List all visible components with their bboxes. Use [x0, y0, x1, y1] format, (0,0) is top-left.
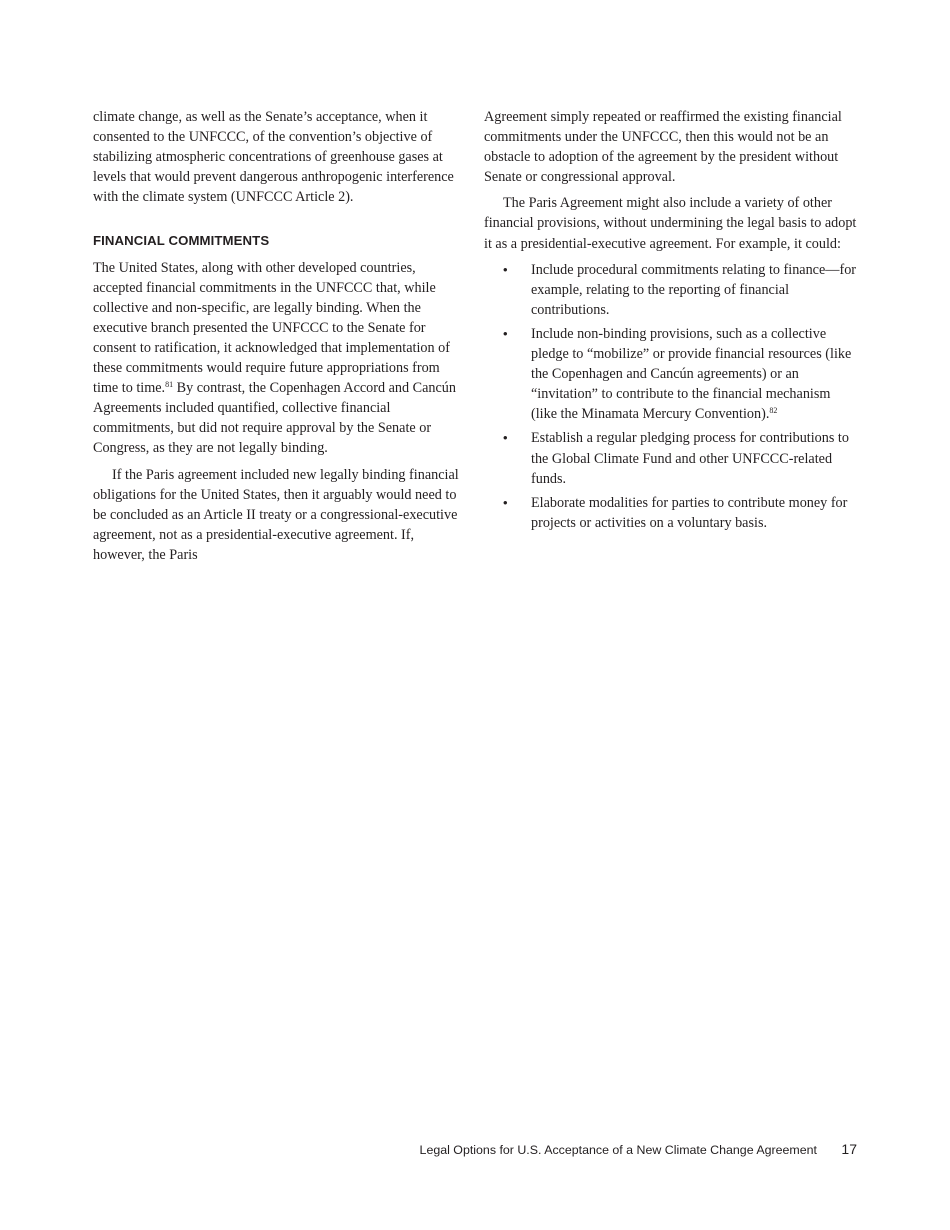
- body-paragraph: [93, 258, 466, 459]
- left-column: [93, 107, 466, 571]
- body-paragraph: If the Paris agreement included new legally binding financial obligations for the United States, then it arguably would need to be concluded as an Article II treaty or a congressional-executive agreement, not as a presidential-executive agreement. If, however, the Paris: [93, 466, 459, 563]
- list-item: [484, 493, 859, 533]
- bullet-list: [484, 260, 859, 533]
- list-item: [484, 428, 859, 488]
- footer-title: Legal Options for U.S. Acceptance of a New Climate Change Agreement: [419, 1143, 817, 1157]
- list-item: [484, 260, 859, 320]
- list-item-text: Include procedural commitments relating to finance—for example, relating to the reporting of financial contributions.: [531, 261, 857, 318]
- list-item: [484, 324, 859, 424]
- body-paragraph: The Paris Agreement might also include a variety of other financial provisions, without undermining the legal basis to adopt it as a presidential-executive agreement. For example, it could:: [484, 195, 857, 252]
- section-heading: FINANCIAL COMMITMENTS: [93, 233, 270, 249]
- footnote-marker: 82: [769, 406, 778, 416]
- bullet-icon: •: [503, 261, 508, 277]
- page-footer: [420, 1141, 857, 1159]
- paragraph-text: The United States, along with other developed countries, accepted financial commitments in the UNFCCC that, while collective and non-specific, are legally binding. When the executive branch presented the UNFCCC to the Senate for consent to ratification, it acknowledged that implementation of these commitments would require future appropriations from time to time.: [93, 259, 450, 397]
- bullet-icon: •: [503, 494, 508, 510]
- paragraph-text-continued: By contrast, the Copenhagen Accord and Cancún Agreements included quantified, collective financial commitments, but did not require approval by the Senate or Congress, as they are not legally binding.: [93, 380, 456, 457]
- page-number: 17: [841, 1141, 857, 1157]
- footnote-marker: 81: [165, 380, 174, 390]
- intro-paragraph: climate change, as well as the Senate’s acceptance, when it consented to the UNFCCC, of the convention’s objective of stabilizing atmospheric concentrations of greenhouse gases at levels that would prevent dangerous anthropogenic interference with the climate system (UNFCCC Article 2).: [93, 109, 454, 206]
- list-item-text: Elaborate modalities for parties to contribute money for projects or activities on a voluntary basis.: [531, 494, 848, 531]
- list-item-text: Establish a regular pledging process for contributions to the Global Climate Fund and other UNFCCC-related funds.: [531, 430, 849, 487]
- list-item-text: Include non-binding provisions, such as a collective pledge to “mobilize” or provide financial resources (like the Copenhagen and Cancún agreements) or an “invitation” to contribute to the financial mechanism (like the Minamata Mercury Convention).: [531, 325, 852, 423]
- bullet-icon: •: [503, 325, 508, 341]
- bullet-icon: •: [503, 430, 508, 446]
- body-paragraph: Agreement simply repeated or reaffirmed the existing financial commitments under the UNFCCC, then this would not be an obstacle to adoption of the agreement by the president without Senate or congressional approval.: [484, 109, 842, 186]
- right-column: [484, 107, 859, 537]
